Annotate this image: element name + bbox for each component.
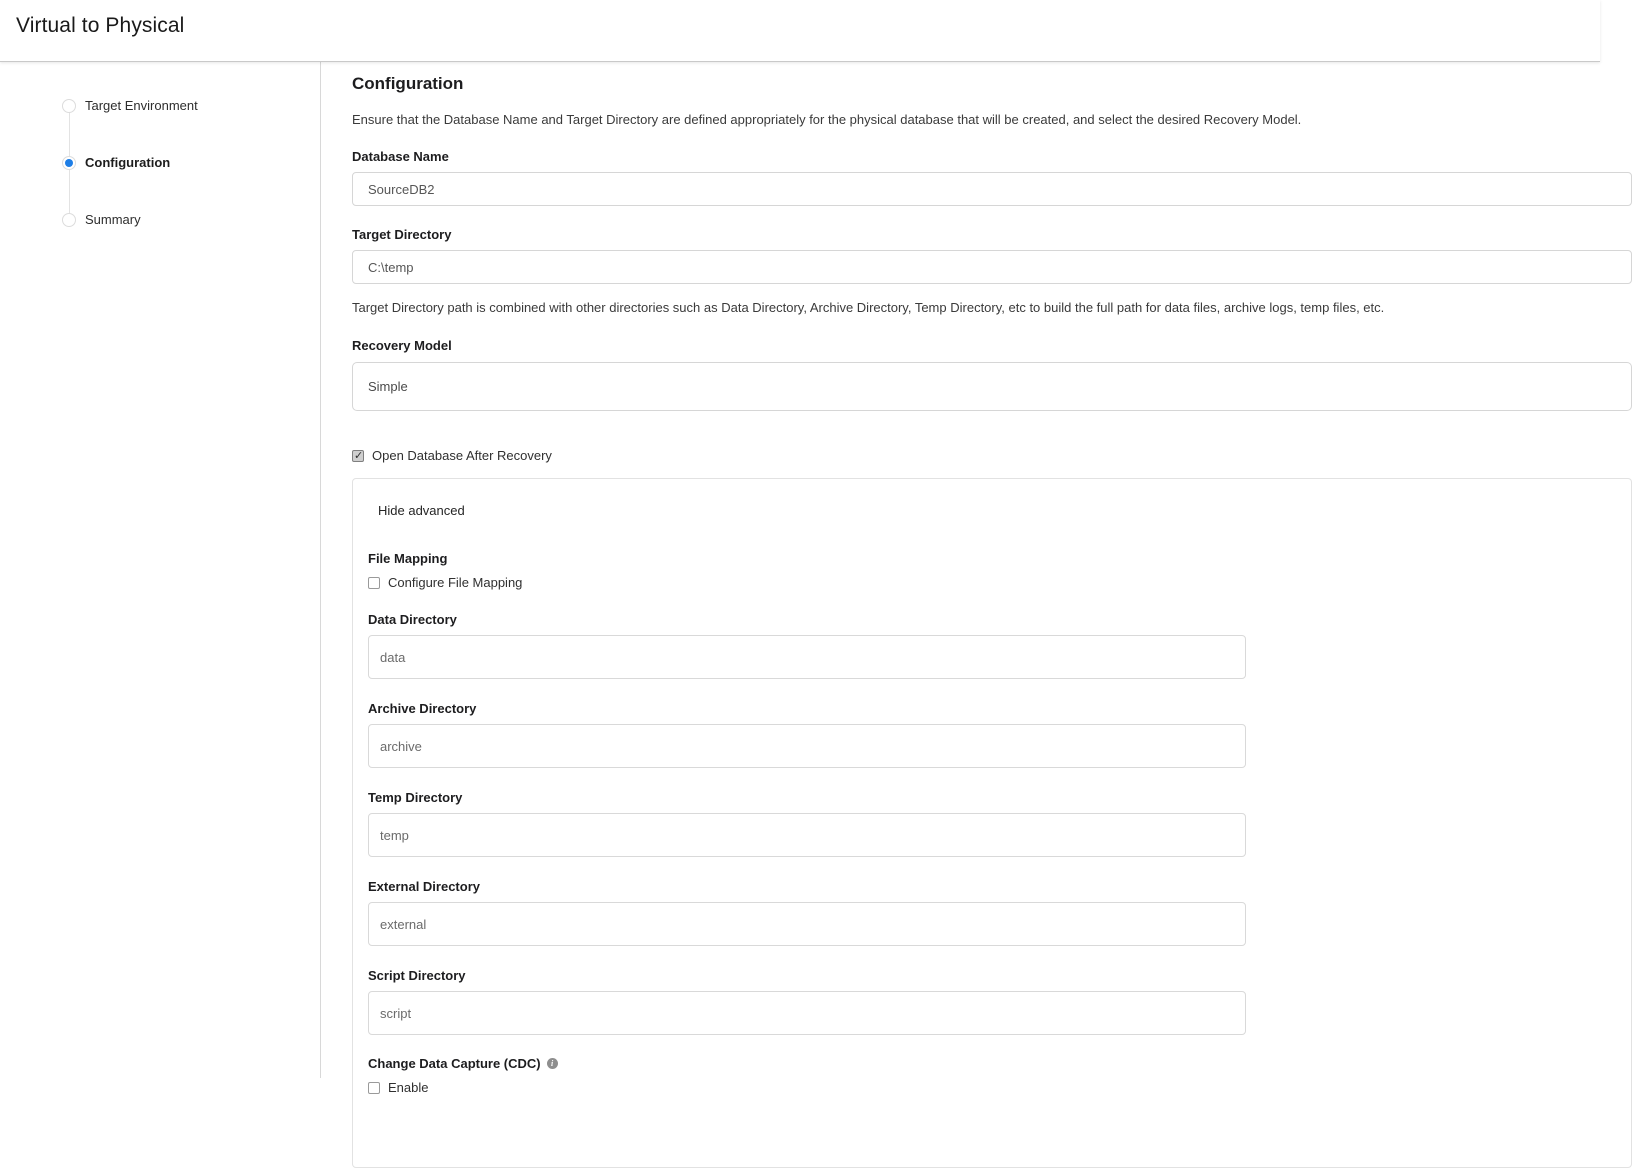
recovery-model-label: Recovery Model (352, 338, 452, 353)
target-directory-label: Target Directory (352, 227, 452, 242)
archive-directory-label: Archive Directory (368, 701, 477, 716)
step-summary[interactable] (62, 191, 320, 248)
data-directory-label: Data Directory (368, 612, 457, 627)
recovery-model-select[interactable] (352, 362, 1632, 411)
cdc-enable-checkbox[interactable] (368, 1082, 380, 1094)
step-circle-icon (62, 99, 76, 113)
open-db-checkbox-label: Open Database After Recovery (372, 448, 552, 463)
temp-directory-input[interactable] (368, 813, 1246, 857)
recovery-model-value: Simple (368, 379, 408, 394)
wizard-sidebar (0, 62, 321, 1078)
page-title: Virtual to Physical (16, 14, 185, 37)
archive-directory-input[interactable] (368, 724, 1246, 768)
step-label: Target Environment (85, 98, 198, 113)
step-configuration[interactable] (62, 134, 320, 191)
app-header (0, 0, 1600, 62)
step-circle-icon (62, 213, 76, 227)
configure-file-mapping-checkbox[interactable] (368, 577, 380, 589)
data-directory-input[interactable] (368, 635, 1246, 679)
temp-directory-label: Temp Directory (368, 790, 463, 805)
cdc-enable-label: Enable (388, 1080, 429, 1095)
script-directory-input[interactable] (368, 991, 1246, 1035)
wizard-stepper (62, 77, 320, 248)
info-icon[interactable]: i (547, 1058, 558, 1069)
cdc-label: Change Data Capture (CDC) (368, 1056, 541, 1071)
external-directory-input[interactable] (368, 902, 1246, 946)
file-mapping-heading: File Mapping (368, 551, 448, 566)
step-label: Summary (85, 212, 141, 227)
step-circle-active-icon (62, 156, 76, 170)
open-db-after-recovery-row (352, 448, 1632, 463)
database-name-label: Database Name (352, 149, 449, 164)
configure-file-mapping-row (368, 575, 1631, 590)
open-db-checkbox[interactable] (352, 450, 364, 462)
database-name-input[interactable] (352, 172, 1632, 206)
section-description: Ensure that the Database Name and Target Directory are defined appropriately for the physical database that will be created, and select the desired Recovery Model. (352, 112, 1302, 127)
external-directory-label: External Directory (368, 879, 480, 894)
advanced-options-panel (352, 478, 1632, 1168)
cdc-heading-row (368, 1056, 1631, 1071)
step-label: Configuration (85, 155, 171, 170)
content-row (0, 62, 1600, 1095)
cdc-enable-row (368, 1080, 1631, 1095)
hide-advanced-toggle[interactable]: Hide advanced (378, 503, 465, 518)
step-target-environment[interactable] (62, 77, 320, 134)
section-heading: Configuration (352, 74, 464, 93)
script-directory-label: Script Directory (368, 968, 466, 983)
configure-file-mapping-label: Configure File Mapping (388, 575, 523, 590)
target-directory-input[interactable] (352, 250, 1632, 284)
configuration-form (321, 62, 1632, 1095)
target-directory-help: Target Directory path is combined with other directories such as Data Directory, Archive Directory, Temp Directory, etc to build the full path for data files, archive logs, temp files, etc. (352, 300, 1385, 315)
